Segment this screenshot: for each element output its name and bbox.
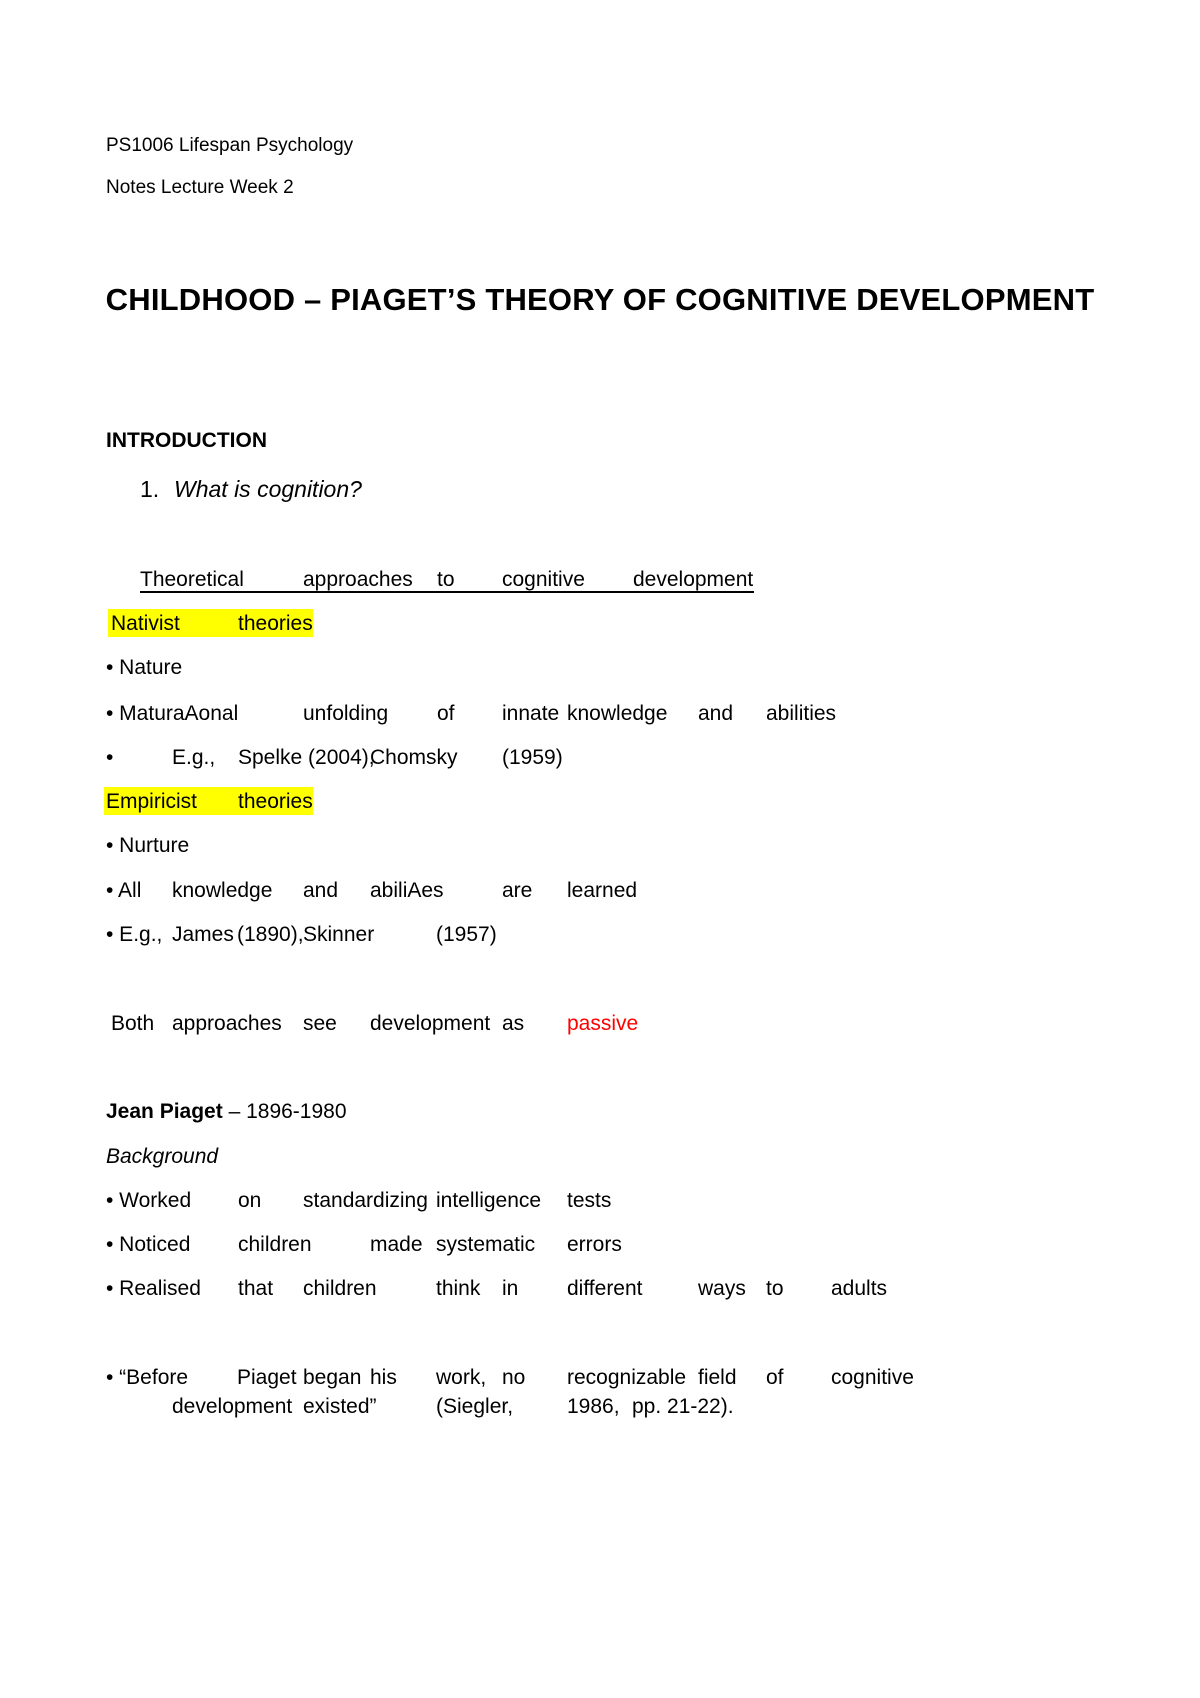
bullet-word: and	[698, 702, 734, 725]
quote-word: his	[370, 1366, 397, 1389]
bullet-word: innate	[502, 702, 560, 725]
bullet-word: E.g.,	[172, 746, 216, 769]
both-word: Both	[111, 1012, 155, 1035]
course-title: PS1006 Lifespan Psychology	[106, 135, 354, 156]
heading-word: development	[633, 568, 754, 591]
bullet-word: Chomsky	[370, 746, 458, 769]
bullet-word: abilities	[766, 702, 837, 725]
bullet-word: different	[567, 1277, 643, 1300]
quote-word: work,	[436, 1366, 487, 1389]
bullet-word: (1959)	[502, 746, 563, 769]
empiricist-label: Empiricist	[106, 790, 198, 813]
quote-word: existed”	[303, 1395, 377, 1418]
quote-word: recognizable	[567, 1366, 687, 1389]
piaget-heading	[106, 1101, 347, 1122]
bullet-item: • Worked	[106, 1189, 192, 1212]
bullet-item: • All	[106, 879, 142, 902]
both-word: see	[303, 1012, 337, 1035]
bullet-word: made	[370, 1233, 423, 1256]
heading-underline	[140, 591, 754, 593]
bullet-word: learned	[567, 879, 638, 902]
quote-word: (Siegler,	[436, 1395, 514, 1418]
piaget-name: Jean Piaget	[106, 1100, 223, 1123]
bullet-word: (1890),	[237, 923, 304, 946]
bullet-item: • MaturaAonal	[106, 702, 239, 725]
bullet-item: • E.g.,	[106, 923, 163, 946]
bullet-word: of	[437, 702, 455, 725]
quote-word: pp. 21-22).	[632, 1395, 734, 1418]
bullet-word: ways	[698, 1277, 746, 1300]
nativist-label: Nativist	[111, 612, 180, 635]
quote-word: field	[698, 1366, 737, 1389]
quote-word: • “Before	[106, 1366, 189, 1389]
heading-word: cognitive	[502, 568, 585, 591]
bullet-word: standardizing	[303, 1189, 428, 1212]
bullet-word: to	[766, 1277, 784, 1300]
bullet-word: and	[303, 879, 339, 902]
bullet-word: on	[238, 1189, 262, 1212]
both-word: approaches	[172, 1012, 282, 1035]
piaget-dates: – 1896-1980	[222, 1100, 347, 1123]
bullet-word: systematic	[436, 1233, 536, 1256]
lecture-subtitle: Notes Lecture Week 2	[106, 177, 294, 198]
bullet-word: intelligence	[436, 1189, 542, 1212]
empiricist-label: theories	[238, 790, 313, 813]
bullet-item: • Nurture	[106, 834, 190, 857]
bullet-word: adults	[831, 1277, 888, 1300]
quote-word: Piaget	[237, 1366, 297, 1389]
quote-word: began	[303, 1366, 362, 1389]
heading-word: Theoretical	[140, 568, 244, 591]
question-number: 1.	[140, 476, 160, 502]
heading-word: to	[437, 568, 455, 591]
bullet-item: • Realised	[106, 1277, 201, 1300]
quote-word: cognitive	[831, 1366, 914, 1389]
heading-word: approaches	[303, 568, 413, 591]
bullet-word: (1957)	[436, 923, 497, 946]
bullet-word: knowledge	[567, 702, 668, 725]
bullet-word: children	[238, 1233, 312, 1256]
background-subheading: Background	[106, 1145, 219, 1168]
bullet-word: that	[238, 1277, 274, 1300]
bullet-word: children	[303, 1277, 377, 1300]
bullet-item: • Noticed	[106, 1233, 191, 1256]
bullet-word: Spelke (2004),	[238, 746, 375, 769]
bullet-item: • Nature	[106, 656, 183, 679]
bullet-word: abiliAes	[370, 879, 444, 902]
introduction-heading: INTRODUCTION	[106, 429, 267, 452]
bullet-word: are	[502, 879, 533, 902]
bullet-word: think	[436, 1277, 481, 1300]
question-text: What is cognition?	[174, 476, 362, 502]
quote-word: 1986,	[567, 1395, 620, 1418]
bullet-word: tests	[567, 1189, 612, 1212]
bullet-item: •	[106, 746, 114, 769]
bullet-word: knowledge	[172, 879, 273, 902]
both-word: as	[502, 1012, 525, 1035]
page-title: CHILDHOOD – PIAGET’S THEORY OF COGNITIVE DEVELOPMENT	[105, 282, 1095, 317]
bullet-word: Skinner	[303, 923, 375, 946]
quote-word: development	[172, 1395, 293, 1418]
bullet-word: errors	[567, 1233, 622, 1256]
passive-keyword: passive	[567, 1012, 639, 1035]
bullet-word: unfolding	[303, 702, 389, 725]
quote-word: of	[766, 1366, 784, 1389]
nativist-label: theories	[238, 612, 313, 635]
both-word: development	[370, 1012, 491, 1035]
bullet-word: in	[502, 1277, 519, 1300]
quote-word: no	[502, 1366, 526, 1389]
bullet-word: James	[172, 923, 234, 946]
